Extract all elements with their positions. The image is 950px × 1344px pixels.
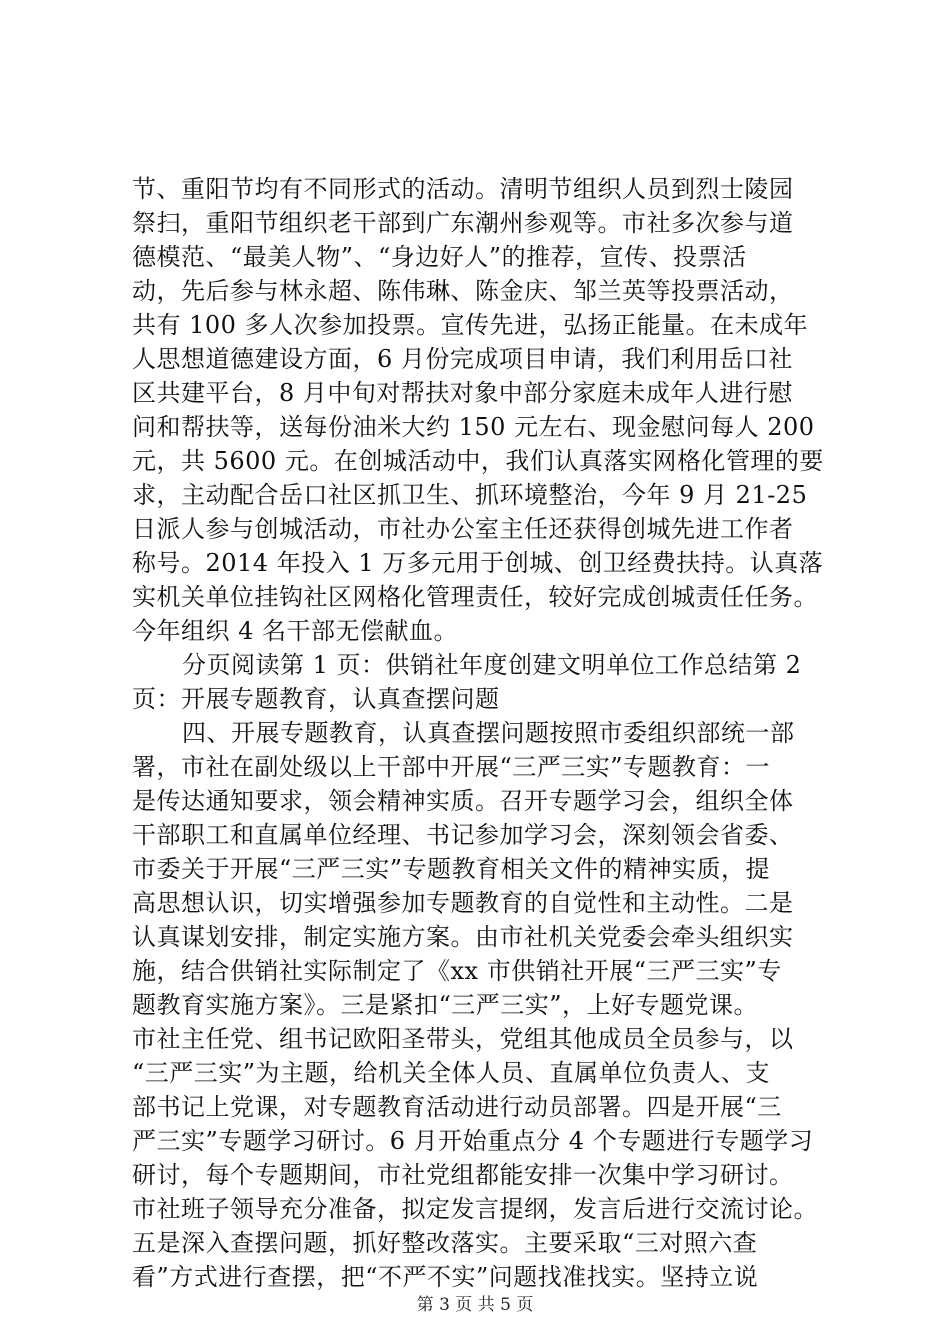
text-line: 高思想认识，切实增强参加专题教育的自觉性和主动性。二是 (132, 889, 794, 917)
text-line: 区共建平台，8 月中旬对帮扶对象中部分家庭未成年人进行慰 (132, 379, 793, 407)
text-line: 研讨，每个专题期间，市社党组都能安排一次集中学习研讨。 (132, 1161, 794, 1189)
text-line: 部书记上党课，对专题教育活动进行动员部署。四是开展“三 (132, 1093, 782, 1121)
text-line: 题教育实施方案》。三是紧扣“三严三实”，上好专题党课。 (132, 991, 759, 1019)
text-line: 市社班子领导充分准备，拟定发言提纲，发言后进行交流讨论。 (132, 1195, 818, 1223)
text-line: 署，市社在副处级以上干部中开展“三严三实”专题教育：一 (132, 753, 771, 781)
text-line: 元，共 5600 元。在创城活动中，我们认真落实网格化管理的要 (132, 447, 824, 475)
text-line: 分页阅读第 1 页：供销社年度创建文明单位工作总结第 2 (182, 651, 802, 679)
text-line: 市社主任党、组书记欧阳圣带头，党组其他成员全员参与，以 (132, 1025, 794, 1053)
text-line: 是传达通知要求，领会精神实质。召开专题学习会，组织全体 (132, 787, 794, 815)
page-footer: 第 3 页 共 5 页 (416, 1295, 534, 1315)
text-line: 人思想道德建设方面，6 月份完成项目申请，我们利用岳口社 (132, 345, 793, 373)
text-line: 认真谋划安排，制定实施方案。由市社机关党委会牵头组织实 (132, 923, 794, 951)
text-line: 问和帮扶等，送每份油米大约 150 元左右、现金慰问每人 200 (132, 413, 815, 441)
text-line: 称号。2014 年投入 1 万多元用于创城、创卫经费扶持。认真落 (132, 549, 824, 577)
text-line: 今年组织 4 名干部无偿献血。 (132, 617, 459, 645)
text-line: 四、开展专题教育，认真查摆问题按照市委组织部统一部 (182, 719, 795, 747)
text-line: 祭扫，重阳节组织老干部到广东潮州参观等。市社多次参与道 (132, 209, 794, 237)
document-body (132, 172, 832, 1294)
text-line: 德模范、“最美人物”、“身边好人”的推荐，宣传、投票活 (132, 243, 747, 271)
text-line: 日派人参与创城活动，市社办公室主任还获得创城先进工作者 (132, 515, 794, 543)
text-line: 施，结合供销社实际制定了《xx 市供销社开展“三严三实”专 (132, 957, 782, 985)
text-line: 页：开展专题教育，认真查摆问题 (132, 685, 500, 713)
text-line: 市委关于开展“三严三实”专题教育相关文件的精神实质，提 (132, 855, 771, 883)
text-line: 干部职工和直属单位经理、书记参加学习会，深刻领会省委、 (132, 821, 794, 849)
text-line: 共有 100 多人次参加投票。宣传先进，弘扬正能量。在未成年 (132, 311, 809, 339)
text-line: 求，主动配合岳口社区抓卫生、抓环境整治，今年 9 月 21-25 (132, 481, 808, 509)
text-line: 五是深入查摆问题，抓好整改落实。主要采取“三对照六查 (132, 1229, 758, 1257)
text-line: 严三实”专题学习研讨。6 月开始重点分 4 个专题进行专题学习 (132, 1127, 814, 1155)
text-line: 节、重阳节均有不同形式的活动。清明节组织人员到烈士陵园 (132, 175, 794, 203)
text-line: 实机关单位挂钩社区网格化管理责任，较好完成创城责任任务。 (132, 583, 818, 611)
text-line: “三严三实”为主题，给机关全体人员、直属单位负责人、支 (132, 1059, 771, 1087)
text-line: 动，先后参与林永超、陈伟琳、陈金庆、邹兰英等投票活动， (132, 277, 794, 305)
text-line: 看”方式进行查摆，把“不严不实”问题找准找实。坚持立说 (132, 1263, 759, 1291)
